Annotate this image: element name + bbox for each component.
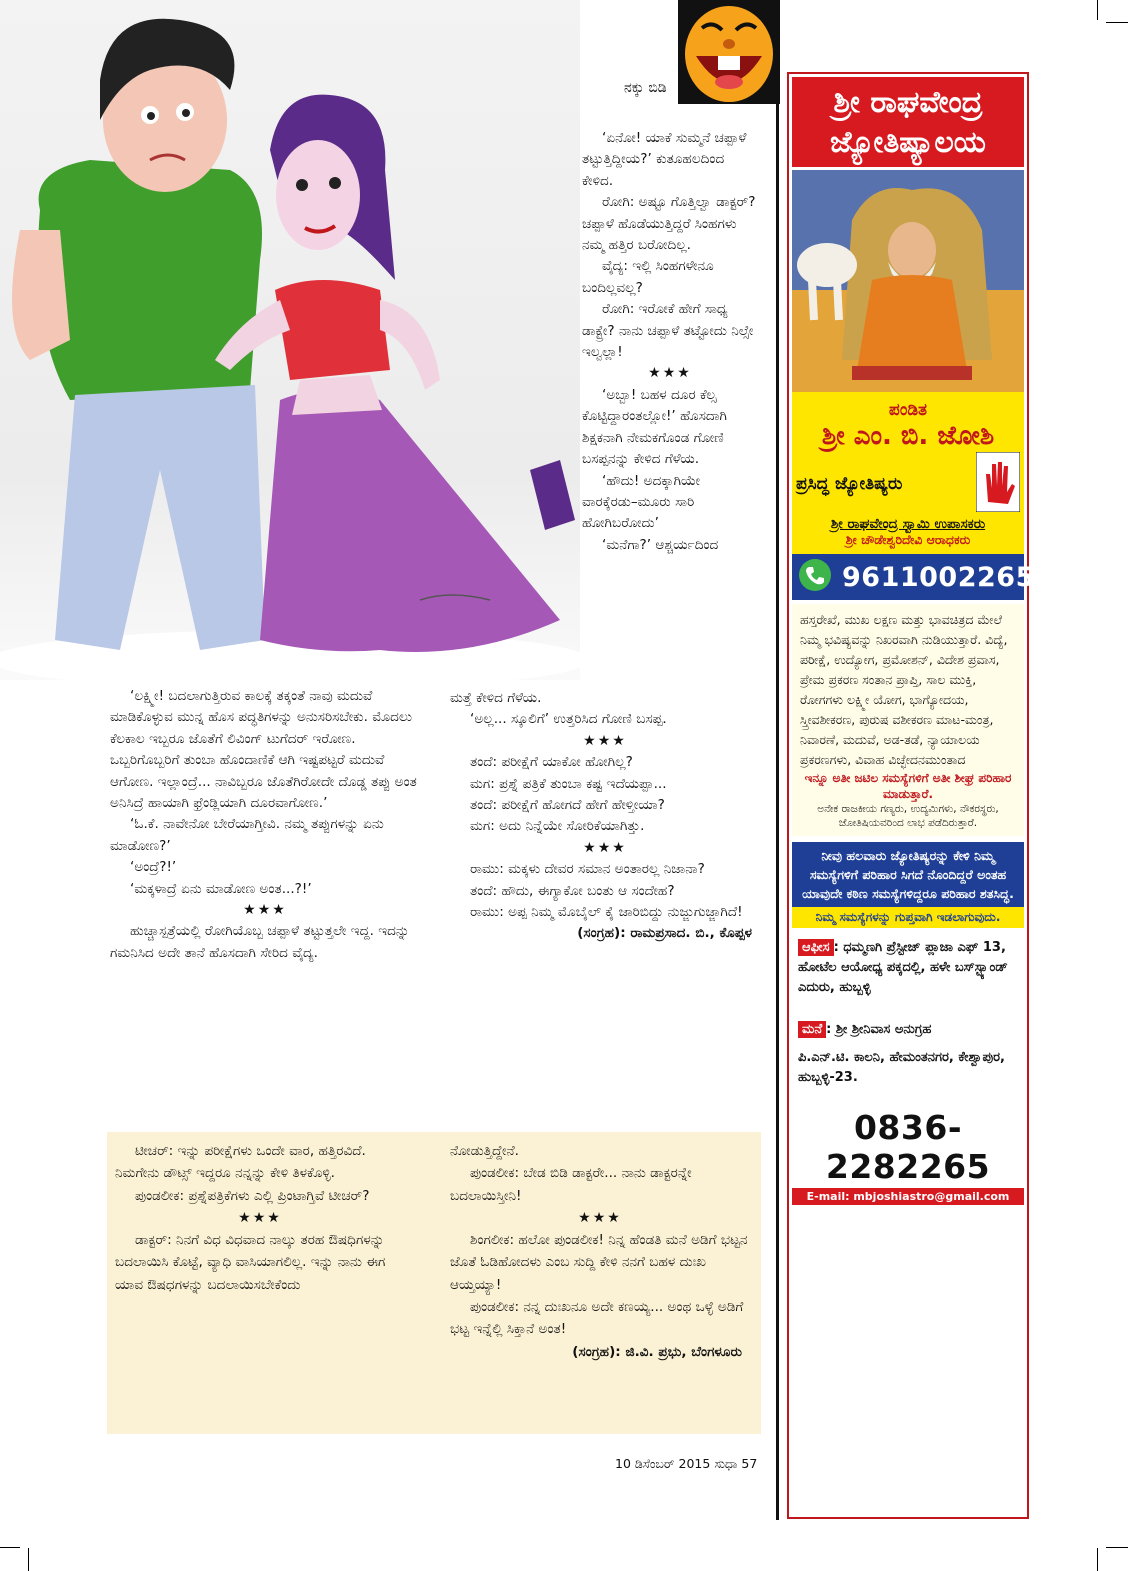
ad-email: E-mail: mbjoshiastro@gmail.com (792, 1188, 1024, 1205)
joke-paragraph: ಪುಂಡಲೀಕ: ನನ್ನ ದುಃಖನೂ ಅದೇ ಕಣಯ್ಯ... ಅಂಥ ಒಳ್ಳೆ ಅಡಿಗೆ ಭಟ್ಟ ಇನ್ನೆಲ್ಲಿ ಸಿಕ್ತಾನೆ ಅಂತ! (450, 1299, 744, 1338)
stars-separator: ★★★ (583, 732, 627, 749)
ad-blue-note: ನೀವು ಹಲವಾರು ಜ್ಯೋತಿಷ್ಯರನ್ನು ಕೇಳಿ ನಿಮ್ಮ ಸಮಸ್ಯೆಗಳಿಗೆ ಪರಿಹಾರ ಸಿಗದೆ ನೊಂದಿದ್ದರೆ ಅಂತಹ ಯಾವುದೇ ಕಠಿಣ ಸಮಸ್ಯೆಗಳಿದ್ದರೂ ಪರಿಹಾರ ಶತಸಿದ್ಧ. (792, 842, 1024, 907)
phone-icon (798, 558, 832, 596)
ad-services-text: ಹಸ್ತರೇಖೆ, ಮುಖ ಲಕ್ಷಣ ಮತ್ತು ಭಾವಚಿತ್ರದ ಮೇಲೆ ನಿಮ್ಮ ಭವಿಷ್ಯವನ್ನು ನಿಖರವಾಗಿ ನುಡಿಯುತ್ತಾರೆ. ವಿದ್ಯೆ, ಪರೀಕ್ಷೆ, ಉದ್ಯೋಗ, ಪ್ರಮೋಶನ್, ವಿದೇಶ ಪ್ರವಾಸ, ಪ್ರೇಮ ಪ್ರಕರಣ ಸಂತಾನ ಪ್ರಾಪ್ತಿ, ಸಾಲ ಮುಕ್ತಿ, ರೋಗಗಳು ಲಕ್ಷ್ಮೀ ಯೋಗ, ಭಾಗ್ಯೋದಯ, ಸ್ತ್ರೀವಶೀಕರಣ, ಪುರುಷ ವಶೀಕರಣ ಮಾಟ-ಮಂತ್ರ, ನಿವಾರಣೆ, ಮದುವೆ, ಅಡ-ತಡೆ, ನ್ಯಾಯಾಲಯ ಪ್ರಕರಣಗಳು, ವಿವಾಹ ವಿಚ್ಛೇದನಮುಂತಾದ (800, 612, 1008, 767)
joke-paragraph: ತಂದೆ: ಪರೀಕ್ಷೆಗೆ ಯಾಕೋ ಹೋಗಿಲ್ಲ? (470, 754, 633, 771)
crop-mark (1106, 22, 1128, 23)
stars-separator: ★★★ (648, 365, 692, 382)
ad-secret-note: ನಿಮ್ಮ ಸಮಸ್ಯೆಗಳನ್ನು ಗುಪ್ತವಾಗಿ ಇಡಲಾಗುವುದು. (792, 907, 1024, 928)
ad-header (792, 77, 1024, 167)
joke-paragraph: ರೋಗಿ: ಅಷ್ಟೂ ಗೊತ್ತಿಲ್ವಾ ಡಾಕ್ಟರ್? ಚಪ್ಪಾಳೆ ಹೊಡೆಯುತ್ತಿದ್ದರೆ ಸಿಂಹಗಳು ನಮ್ಮ ಹತ್ತಿರ ಬರೋದಿಲ್ಲ. (582, 194, 756, 254)
text-column-right-top (582, 128, 758, 556)
joke-paragraph: ಪುಂಡಲೀಕ: ಬೇಡ ಬಿಡಿ ಡಾಕ್ಟರೇ... ನಾನು ಡಾಕ್ಟರನ್ನೇ ಬದಲಾಯಿಸ್ತೀನಿ! (450, 1165, 692, 1204)
ad-upasaka: ಶ್ರೀ ರಾಘವೇಂದ್ರ ಸ್ವಾಮಿ ಉಪಾಸಕರು (830, 516, 986, 532)
box-column-left (115, 1140, 405, 1296)
joke-paragraph: ವೈದ್ಯ: ಇಲ್ಲಿ ಸಿಂಹಗಳೇನೂ ಬಂದಿಲ್ಲವಲ್ಲ? (582, 258, 714, 296)
joke-paragraph: ‘ಹೌದು! ಅದಕ್ಕಾಗಿಯೇ ವಾರಕ್ಕೆರಡು–ಮೂರು ಸಾರಿ ಹೋಗಿಬರೋದು’ (582, 472, 701, 532)
ad-home-label: ಮನೆ (798, 1021, 826, 1038)
ad-red-note: ಇನ್ನೂ ಅತೀ ಜಟಿಲ ಸಮಸ್ಯೆಗಳಿಗೆ ಅತೀ ಶೀಘ್ರ ಪರಿಹಾರ ಮಾಡುತ್ತಾರೆ. (804, 771, 1012, 801)
joke-paragraph: ‘ಅಲ್ಲ... ಸ್ಕೂಲಿಗೆ’ ಉತ್ತರಿಸಿದ ಗೋಣಿ ಬಸಪ್ಪ. (470, 711, 667, 728)
collection-credit: (ಸಂಗ್ರಹ): ಜಿ.ವಿ. ಪ್ರಭು, ಬೆಂಗಳೂರು (572, 1343, 742, 1360)
ad-office-label: ಆಫೀಸ (798, 939, 834, 956)
cartoon-illustration (0, 0, 580, 680)
joke-paragraph: ‘ಅಂದ್ರೆ?!’ (130, 859, 177, 876)
joke-paragraph: ಮಗ: ಪ್ರಶ್ನೆ ಪತ್ರಿಕೆ ತುಂಬಾ ಕಷ್ಟ ಇದೆಯಪ್ಪಾ... (470, 775, 667, 792)
section-label: ನಕ್ಕು ಬಿಡಿ (624, 80, 667, 96)
ad-home-addr: ಪಿ.ಎನ್.ಟಿ. ಕಾಲನಿ, ಹೇಮಂತನಗರ, ಕೇಶ್ವಾಪುರ, ಹುಬ್ಬಳ್ಳಿ-23. (798, 1050, 1005, 1085)
joke-paragraph: ಮಗ: ಅದು ನಿನ್ನೆಯೇ ಸೋರಿಕೆಯಾಗಿತ್ತು. (470, 818, 645, 835)
joke-paragraph: ಮತ್ತೆ ಕೇಳಿದ ಗೆಳೆಯ. (450, 690, 542, 706)
stars-separator: ★★★ (583, 839, 627, 856)
ad-small-note: ಅನೇಕ ರಾಜಕೀಯ ಗಣ್ಯರು, ಉದ್ಯಮಿಗಳು, ನೌಕರಸ್ಥರು, ಜೋತಿಷಿಯವರಿಂದ ಲಾಭ ಪಡೆದಿರುತ್ತಾರೆ. (817, 803, 999, 829)
joke-paragraph: ‘ಲಕ್ಷ್ಮೀ! ಬದಲಾಗುತ್ತಿರುವ ಕಾಲಕ್ಕೆ ತಕ್ಕಂತೆ ನಾವು ಮದುವೆ ಮಾಡಿಕೊಳ್ಳುವ ಮುನ್ನ ಹೊಸ ಪದ್ಧತಿಗಳನ್ನು ಅನುಸರಿಸಬೇಕು. ಮೊದಲು ಕೆಲಕಾಲ ಇಬ್ಬರೂ ಜೊತೆಗೆ ಲಿವಿಂಗ್ ಟುಗೆದರ್ ಇರೋಣ. ಒಬ್ಬರಿಗೊಬ್ಬರಿಗೆ ತುಂಬಾ ಹೊಂದಾಣಿಕೆ ಆಗಿ ಇಷ್ಟಪಟ್ಟರೆ ಮದುವೆ ಆಗೋಣ. ಇಲ್ಲಾಂದ್ರೆ... ನಾವಿಬ್ಬರೂ ಜೊತೆಗಿರೋದೇ ದೊಡ್ಡ ತಪ್ಪು ಅಂತ ಅನಿಸಿದ್ರೆ ಹಾಯಾಗಿ ಫ್ರೆಂಡ್ಲಿಯಾಗಿ ದೂರವಾಗೋಣ.’ (110, 688, 417, 812)
ad-home-address (792, 1016, 1024, 1092)
crop-mark (0, 1547, 20, 1548)
ad-aradhaka: ಶ್ರೀ ಚೌಡೇಶ್ವರಿದೇವಿ ಆರಾಧಕರು (845, 532, 971, 547)
joke-paragraph: ಟೀಚರ್: ಇನ್ನು ಪರೀಕ್ಷೆಗಳು ಒಂದೇ ವಾರ, ಹತ್ತಿರವಿದೆ. ನಿಮಗೇನು ಡೌಟ್ಸ್ ಇದ್ದರೂ ನನ್ನನ್ನು ಕೇಳಿ ತಿಳಕೊಳ್ಳಿ. (115, 1143, 366, 1182)
joke-paragraph: ಪುಂಡಲೀಕ: ಪ್ರಶ್ನೆಪತ್ರಿಕೆಗಳು ಎಲ್ಲಿ ಪ್ರಿಂಟಾಗ್ತಿವೆ ಟೀಚರ್? (135, 1187, 370, 1204)
ad-yellow-panel (792, 392, 1024, 554)
joke-paragraph: ರೋಗಿ: ಇರೋಕೆ ಹೇಗೆ ಸಾಧ್ಯ ಡಾಕ್ಟ್ರೇ? ನಾನು ಚಪ್ಪಾಳೆ ತಟ್ಟೋದು ನಿಲ್ಸೇ ಇಲ್ವಲ್ಲಾ! (582, 301, 754, 361)
ad-astrologer-name: ಶ್ರೀ ಎಂ. ಬಿ. ಜೋಶಿ (821, 421, 995, 451)
joke-paragraph: ರಾಮು: ಮಕ್ಕಳು ದೇವರ ಸಮಾನ ಅಂತಾರಲ್ಲ ನಿಜಾನಾ? (470, 861, 705, 878)
ad-title-line1: ಶ್ರೀ ರಾಘವೇಂದ್ರ (833, 85, 983, 120)
collection-credit: (ಸಂಗ್ರಹ): ರಾಮಪ್ರಸಾದ. ಬಿ., ಕೊಪ್ಪಳ (577, 925, 752, 942)
column-divider (776, 60, 779, 1520)
crop-mark (1106, 1547, 1128, 1548)
ad-landline: 0836-2282265 (825, 1108, 991, 1186)
ad-mobile-row (792, 554, 1035, 600)
ad-home-text: : ಶ್ರೀ ಶ್ರೀನಿವಾಸ ಅನುಗ್ರಹ (826, 1022, 932, 1037)
guru-photo (792, 170, 1024, 392)
ad-title-line2: ಜ್ಯೋತಿಷ್ಯಾಲಯ (830, 125, 986, 160)
stars-separator: ★★★ (578, 1209, 622, 1226)
joke-paragraph: ತಂದೆ: ಹೌದು, ಈಗ್ಯಾಕೋ ಬಂತು ಆ ಸಂದೇಹ? (470, 882, 675, 899)
page-footer: 10 ಡಿಸೆಂಬರ್ 2015 ಸುಧಾ 57 (615, 1456, 758, 1471)
crop-mark (1097, 1548, 1098, 1571)
box-column-right (450, 1140, 750, 1363)
crop-mark (1097, 0, 1098, 20)
joke-paragraph: ಡಾಕ್ಟರ್: ನಿನಗೆ ವಿಧ ವಿಧವಾದ ನಾಲ್ಕು ತರಹ ಔಷಧಿಗಳನ್ನು ಬದಲಾಯಿಸಿ ಕೊಟ್ಟೆ, ವ್ಯಾಧಿ ವಾಸಿಯಾಗಲಿಲ್ಲ. ಇನ್ನು ನಾನು ಈಗ ಯಾವ ಔಷಧಗಳನ್ನು ಬದಲಾಯಿಸಬೇಕೆಂದು (115, 1232, 386, 1293)
joke-paragraph: ‘ಓ.ಕೆ. ನಾವೇನೋ ಬೇರೆಯಾಗ್ತೀವಿ. ನಮ್ಮ ತಪ್ಪುಗಳನ್ನು ಏನು ಮಾಡೋಣ?’ (110, 816, 384, 854)
joke-paragraph: ‘ಮನೆಗಾ?’ ಆಶ್ಚರ್ಯದಿಂದ (602, 536, 719, 553)
joke-paragraph: ತಂದೆ: ಪರೀಕ್ಷೆಗೆ ಹೋಗದೆ ಹೇಗೆ ಹೇಳ್ತೀಯಾ? (470, 797, 665, 814)
astrology-advertisement (787, 72, 1035, 1519)
text-column-left (110, 686, 420, 964)
joke-paragraph: ‘ಅಬ್ಬಾ! ಬಹಳ ದೂರ ಕೆಲ್ಸ ಕೊಟ್ಟಿದ್ದಾರಂತಲ್ಲೋ!’ ಹೊಸದಾಗಿ ಶಿಕ್ಷಕನಾಗಿ ನೇಮಕಗೊಂಡ ಗೋಣಿ ಬಸಪ್ಪನನ್ನು ಕೇಳಿದ ಗೆಳೆಯ. (582, 386, 727, 468)
ad-mobile-number: 9611002265 (842, 561, 1035, 593)
laughing-face-icon (678, 0, 780, 104)
ad-famous: ಪ್ರಸಿದ್ಧ ಜ್ಯೋತಿಷ್ಯರು (796, 474, 903, 494)
joke-paragraph: ನೋಡುತ್ತಿದ್ದೇನೆ. (450, 1143, 519, 1159)
ad-office-text: : ಧಮ್ಮಣಗಿ ಪ್ರೆಸ್ಟೀಜ್ ಪ್ಲಾಜಾ ಎಫ್ 13, ಹೋಟೆಲ ಆಯೋಧ್ಯ ಪಕ್ಕದಲ್ಲಿ, ಹಳೇ ಬಸ್‌ಸ್ಟ್ಯಾಂಡ್ ಎದುರು, ಹುಬ್ಬಳ್ಳಿ (798, 940, 1008, 995)
raised-hand-icon (976, 452, 1020, 516)
stars-separator: ★★★ (238, 1209, 282, 1226)
ad-services (792, 604, 1024, 836)
ad-pandita: ಪಂಡಿತ (888, 400, 928, 420)
joke-paragraph: ಶಿಂಗಲೀಕ: ಹಲೋ ಪುಂಡಲೀಕ! ನಿನ್ನ ಹೆಂಡತಿ ಮನೆ ಅಡಿಗೆ ಭಟ್ಟನ ಜೊತೆ ಓಡಿಹೋದಳು ಎಂಬ ಸುದ್ದಿ ಕೇಳಿ ನನಗೆ ಬಹಳ ದುಃಖ ಆಯ್ತಯ್ಯಾ! (450, 1232, 748, 1293)
crop-mark (28, 1548, 29, 1571)
joke-paragraph: ಹುಚ್ಚಾಸ್ಪತ್ರೆಯಲ್ಲಿ ರೋಗಿಯೊಬ್ಬ ಚಪ್ಪಾಳೆ ತಟ್ಟುತ್ತಲೇ ಇದ್ದ. ಇದನ್ನು ಗಮನಿಸಿದ ಅದೇ ತಾನೆ ಹೊಸದಾಗಿ ಸೇರಿದ ವೈದ್ಯ. (110, 923, 410, 961)
ad-office-address (792, 934, 1024, 1002)
joke-paragraph: ‘ಮಕ್ಕಳಾದ್ರೆ ಏನು ಮಾಡೋಣ ಅಂತ...?!’ (130, 880, 312, 897)
joke-paragraph: ‘ಏನೋ! ಯಾಕೆ ಸುಮ್ಮನೆ ಚಪ್ಪಾಳೆ ತಟ್ಟುತ್ತಿದ್ದೀಯ?’ ಕುತೂಹಲದಿಂದ ಕೇಳಿದ. (582, 130, 747, 189)
joke-paragraph: ರಾಮು: ಅಪ್ಪ ನಿಮ್ಮ ಮೊಬೈಲ್ ಕೈ ಜಾರಿಬಿದ್ದು ನುಜ್ಜುಗುಜ್ಜಾಗಿದೆ! (470, 904, 743, 921)
text-column-middle (450, 688, 760, 945)
stars-separator: ★★★ (243, 902, 287, 919)
